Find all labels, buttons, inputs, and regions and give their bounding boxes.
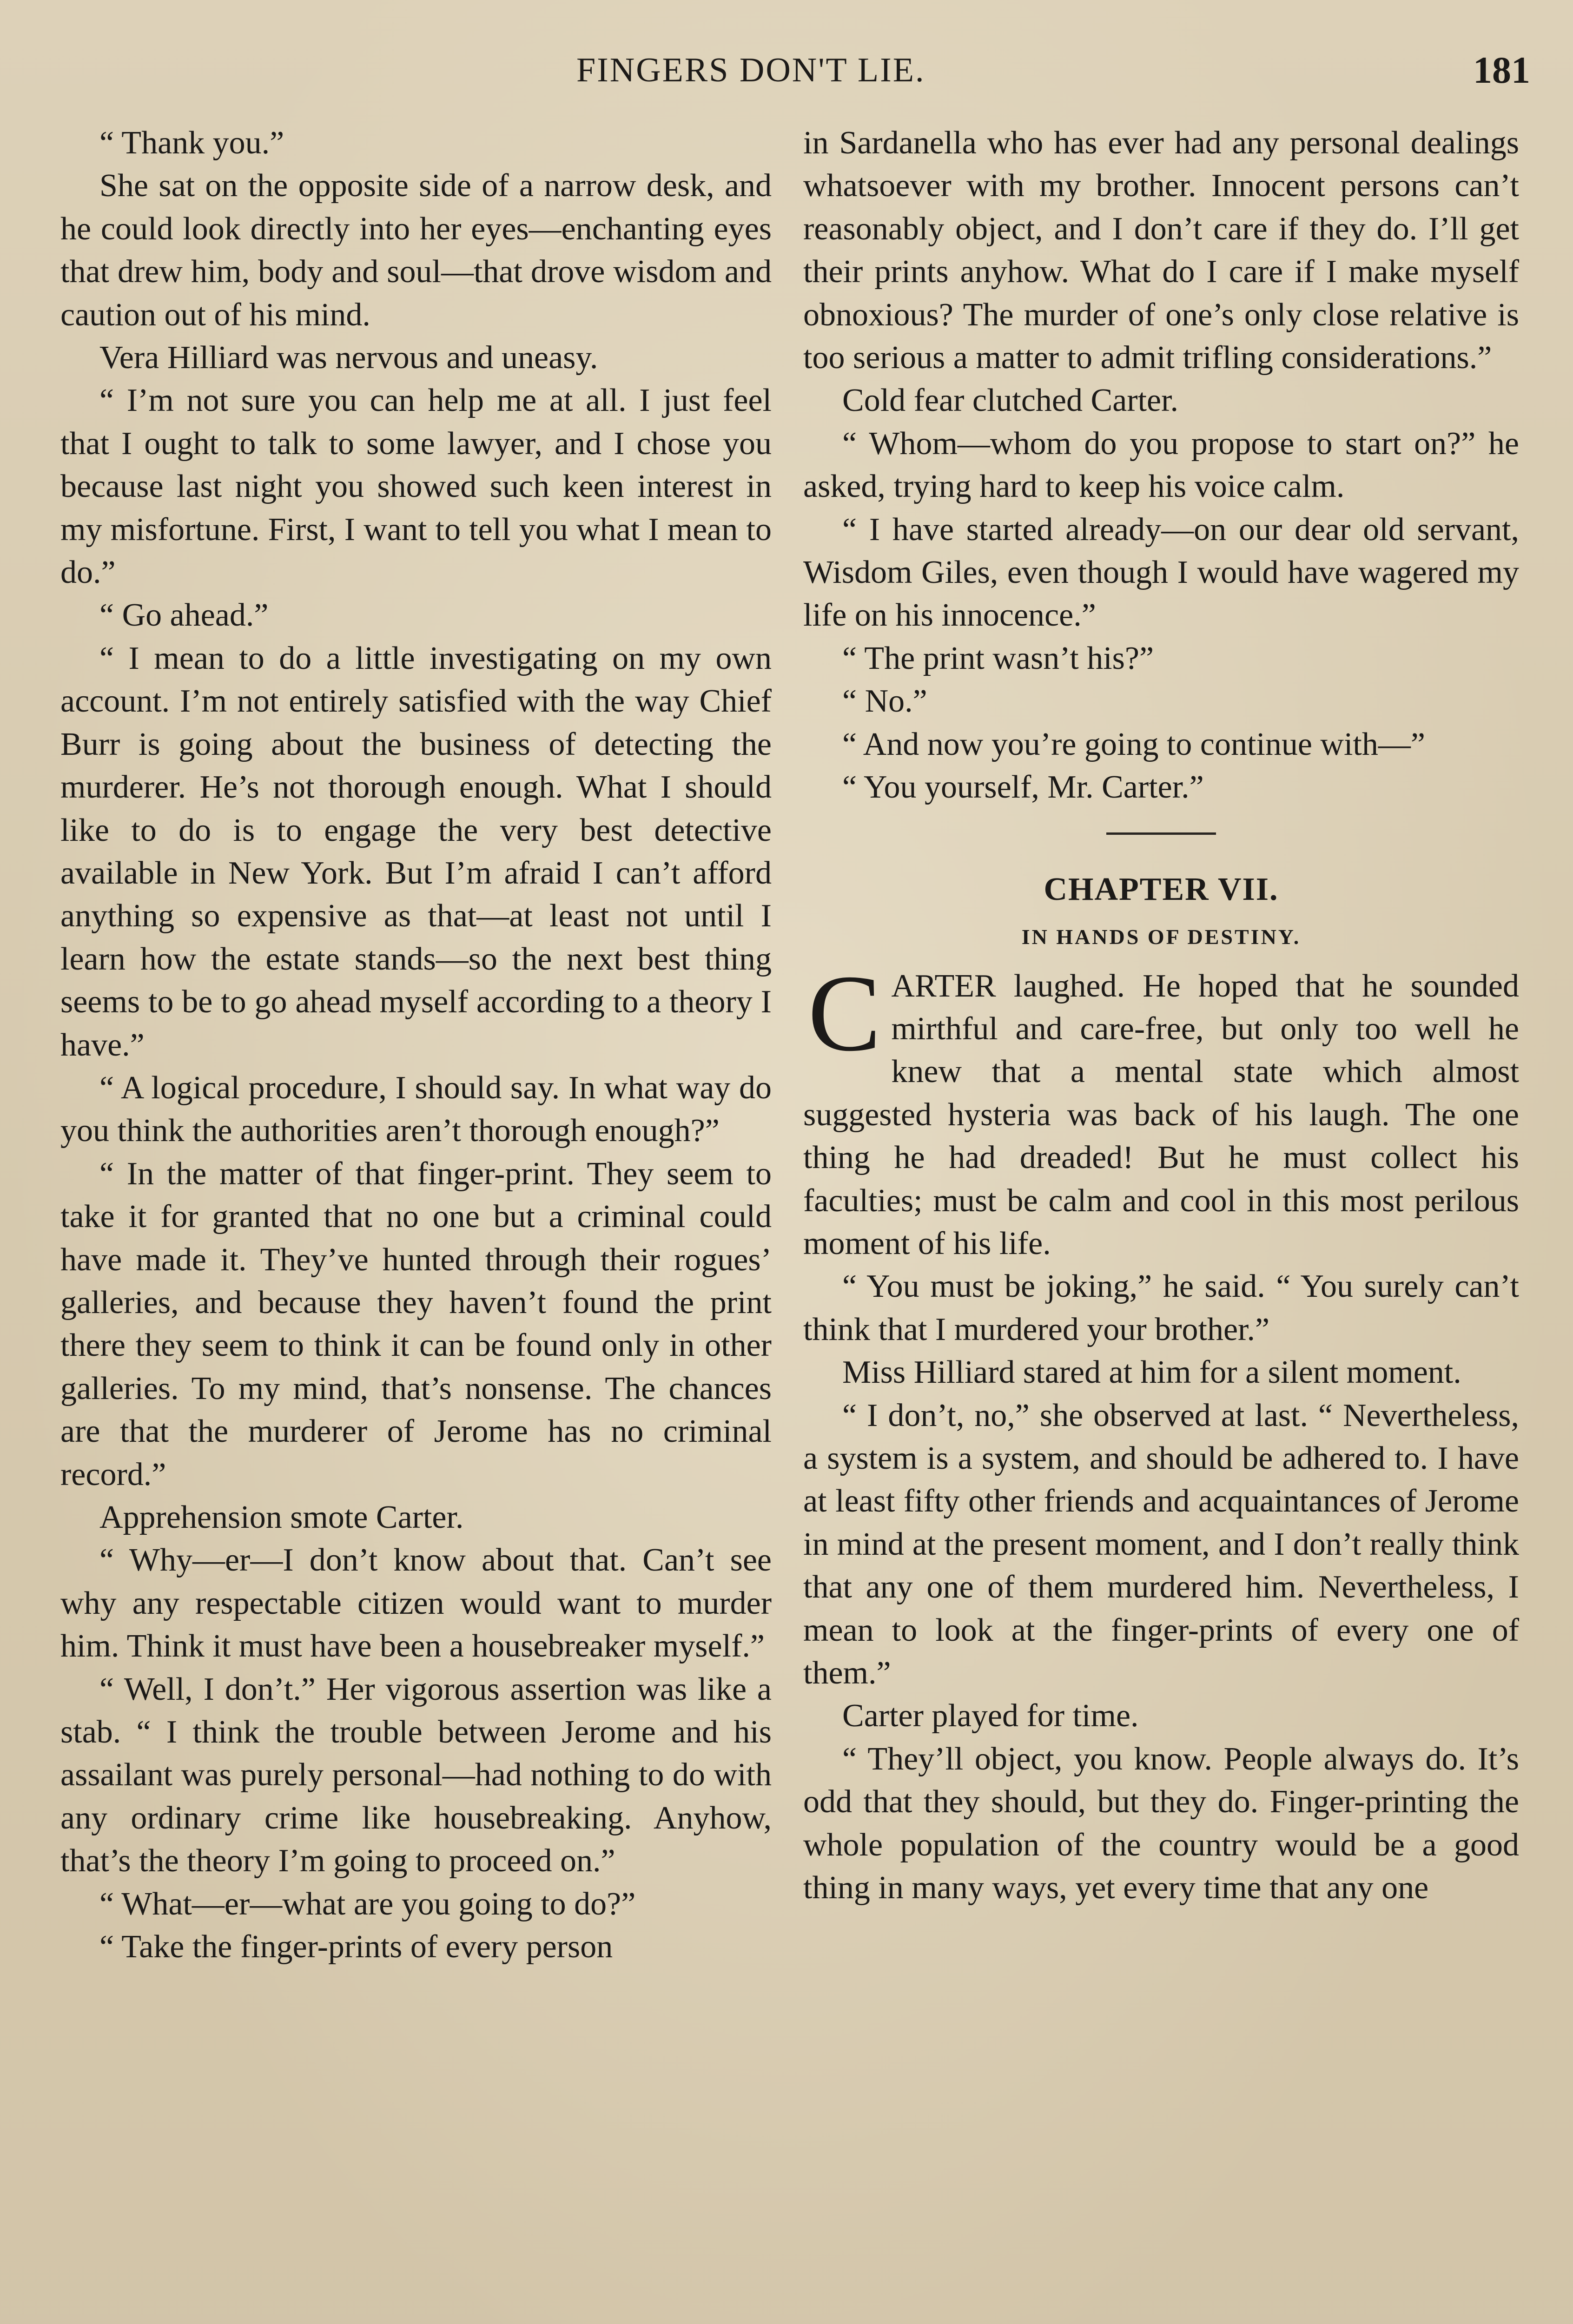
paragraph: in Sardanella who has ever had any personal dealings whatsoever with my brother. Innocent persons can’t reasonably object, and I don’t care if they do. I’ll get their prints anyhow. What do I care if I make myself obnoxious? The murder of one’s only close relative is too serious a matter to admit trifling considerations.” — [803, 125, 1519, 376]
section-divider — [1106, 832, 1216, 835]
paragraph: Vera Hilliard was nervous and uneasy. — [99, 340, 598, 376]
drop-cap: C — [808, 952, 881, 1074]
paragraph: “ Well, I don’t.” Her vigorous assertion was like a stab. “ I think the trouble between Jerome and his assailant was purely personal—had nothing to do with any ordinary crime like housebreaking. Anyhow, that’s the theory I’m going to proceed on.” — [60, 1671, 772, 1879]
paragraph: She sat on the opposite side of a narrow desk, and he could look directly into her eyes—enchanting eyes that drew him, body and soul—that drove wisdom and caution out of his mind. — [60, 168, 772, 333]
paragraph: “ Whom—whom do you propose to start on?” he asked, trying hard to keep his voice calm. — [803, 425, 1519, 505]
paragraph: “ I have started already—on our dear old servant, Wisdom Giles, even though I would have wagered my life on his innocence.” — [803, 511, 1519, 634]
paragraph: Cold fear clutched Carter. — [842, 383, 1179, 419]
paragraph: “ I mean to do a little investigating on my own account. I’m not entirely satisfied with the way Chief Burr is going about the business of detecting the murderer. He’s not thorough enough. What I should like to do is to engage the very best detective available in New York. But I’m afraid I can’t afford anything so expensive as that—at least not until I learn how the estate stands—so the next best thing seems to be to go ahead myself according to a theory I have.” — [60, 640, 772, 1063]
paragraph: Miss Hilliard stared at him for a silent moment. — [842, 1354, 1461, 1391]
running-title: FINGERS DON'T LIE. — [576, 51, 925, 89]
paragraph: “ No.” — [842, 683, 927, 720]
chapter-opening-paragraph — [803, 952, 1519, 1266]
paragraph: “ In the matter of that finger-print. They seem to take it for granted that no one but a criminal could have made it. They’ve hunted through their rogues’ galleries, and because they haven’t found the print there they seem to think it can be found only in other galleries. To my mind, that’s nonsense. The chances are that the murderer of Jerome has no criminal record.” — [60, 1155, 772, 1492]
paragraph: “ Take the finger-prints of every person — [99, 1929, 613, 1965]
right-column — [803, 122, 1519, 1909]
paragraph: “ And now you’re going to continue with—” — [842, 726, 1425, 762]
paragraph: Carter played for time. — [842, 1698, 1139, 1734]
chapter-title: CHAPTER VII. — [1044, 871, 1279, 907]
paragraph: “ I don’t, no,” she observed at last. “ Nevertheless, a system is a system, and should be adhered to. I have at least fifty other friends and acquaintances of Jerome in mind at the present moment, and I don’t really think that any one of them murdered him. Nevertheless, I mean to look at the finger-prints of every one of them.” — [803, 1397, 1519, 1691]
left-column — [60, 122, 772, 1968]
opening-text: ARTER laughed. He hoped that he sounded mirthful and care-free, but only too well he knew that a mental state which almost suggested hysteria was back of his laugh. The one thing he had dreaded! But he must collect his faculties; must be calm and cool in this most perilous moment of his life. — [803, 968, 1519, 1261]
paragraph: “ Why—er—I don’t know about that. Can’t see why any respectable citizen would want to murder him. Think it must have been a housebreaker myself.” — [60, 1542, 772, 1664]
paragraph: Apprehension smote Carter. — [99, 1499, 464, 1535]
running-header — [0, 45, 1573, 96]
paragraph: “ They’ll object, you know. People always do. It’s odd that they should, but they do. Finger-printing the whole population of the country would be a good thing in many ways, yet every time that any one — [803, 1741, 1519, 1906]
paragraph: “ Go ahead.” — [99, 597, 269, 634]
paragraph: “ I’m not sure you can help me at all. I just feel that I ought to talk to some lawyer, and I chose you because last night you showed such keen interest in my misfortune. First, I want to tell you what I mean to do.” — [60, 383, 772, 591]
paragraph: “ What—er—what are you going to do?” — [99, 1886, 636, 1922]
page-number: 181 — [1473, 49, 1530, 91]
paragraph: “ You yourself, Mr. Carter.” — [842, 769, 1204, 805]
paragraph: “ The print wasn’t his?” — [842, 640, 1154, 676]
paragraph: “ You must be joking,” he said. “ You surely can’t think that I murdered your brother.” — [803, 1268, 1519, 1347]
paragraph: “ Thank you.” — [99, 125, 284, 161]
paragraph: “ A logical procedure, I should say. In what way do you think the authorities aren’t thorough enough?” — [60, 1070, 772, 1149]
chapter-subtitle: IN HANDS OF DESTINY. — [1021, 924, 1301, 949]
